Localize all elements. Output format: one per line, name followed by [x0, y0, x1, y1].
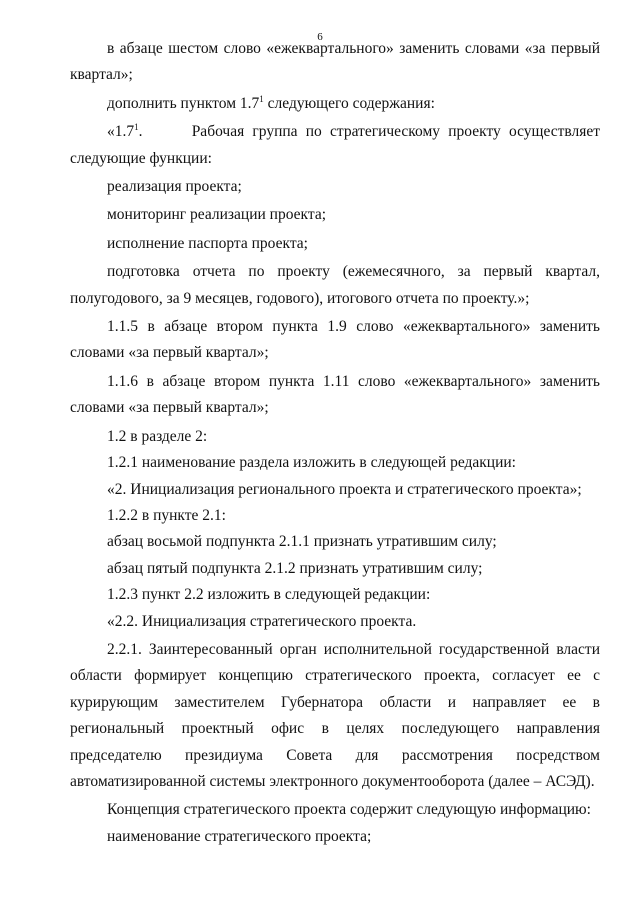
paragraph: в абзаце шестом слово «ежеквартального» заменить словами «за первый квартал»; [70, 40, 600, 84]
paragraph-text: дополнить пунктом 1.7 [107, 94, 260, 112]
paragraph: 1.1.5 в абзаце втором пункта 1.9 слово «ежеквартального» заменить словами «за первый квартал»; [70, 318, 600, 362]
paragraph: наименование стратегического проекта; [107, 827, 372, 845]
paragraph: 1.2.2 в пункте 2.1: [107, 506, 226, 524]
paragraph: «$1.7^1$. Рабочая группа по стратегическому проекту осуществляет следующие функции: [70, 122, 601, 167]
paragraph: 1.2.1 наименование раздела изложить в следующей редакции: [107, 454, 516, 472]
paragraph [70, 91, 600, 117]
paragraph: абзац пятый подпункта 2.1.2 признать утратившим силу; [107, 559, 483, 577]
superscript: 1 [134, 122, 139, 133]
paragraph: 1.2.3 пункт 2.2 изложить в следующей редакции: [107, 586, 431, 604]
paragraph: реализация проекта; [107, 178, 242, 196]
paragraph: мониторинг реализации проекта; [107, 206, 327, 224]
paragraph: 1.2 в разделе 2: [107, 427, 208, 445]
paragraph: «2.2. Инициализация стратегического проекта. [107, 612, 417, 630]
paragraph: подготовка отчета по проекту (ежемесячного, за первый квартал, полугодового, за 9 месяцев, годового), итогового отчета по проекту.»; [70, 263, 600, 307]
paragraph: 2.2.1. Заинтересованный орган исполнительной государственной власти области формирует концепцию стратегического проекта, согласует ее с курирующим заместителем Губернатора области и направляет ее в региональный проектный офис в целях последующего направления председателю президиума Совета для рассмотрения посредством автоматизированной системы электронного документооборота (далее – АСЭД). [70, 640, 600, 790]
page-number: 6 [317, 31, 323, 43]
document-body [70, 36, 600, 850]
paragraph: исполнение паспорта проекта; [107, 234, 308, 252]
paragraph: «2. Инициализация регионального проекта и стратегического проекта»; [107, 480, 582, 498]
superscript: 1 [259, 93, 264, 104]
paragraph-text: «1.7 [107, 123, 135, 141]
paragraph: Концепция стратегического проекта содержит следующую информацию: [107, 801, 591, 819]
paragraph-text: следующего содержания: [267, 94, 435, 112]
paragraph: 1.1.6 в абзаце втором пункта 1.11 слово «ежеквартального» заменить словами «за первый квартал»; [70, 372, 600, 417]
paragraph: абзац восьмой подпункта 2.1.1 признать утратившим силу; [107, 533, 497, 551]
paragraph-text: Рабочая группа по стратегическому проекту осуществляет следующие функции: [70, 123, 601, 167]
